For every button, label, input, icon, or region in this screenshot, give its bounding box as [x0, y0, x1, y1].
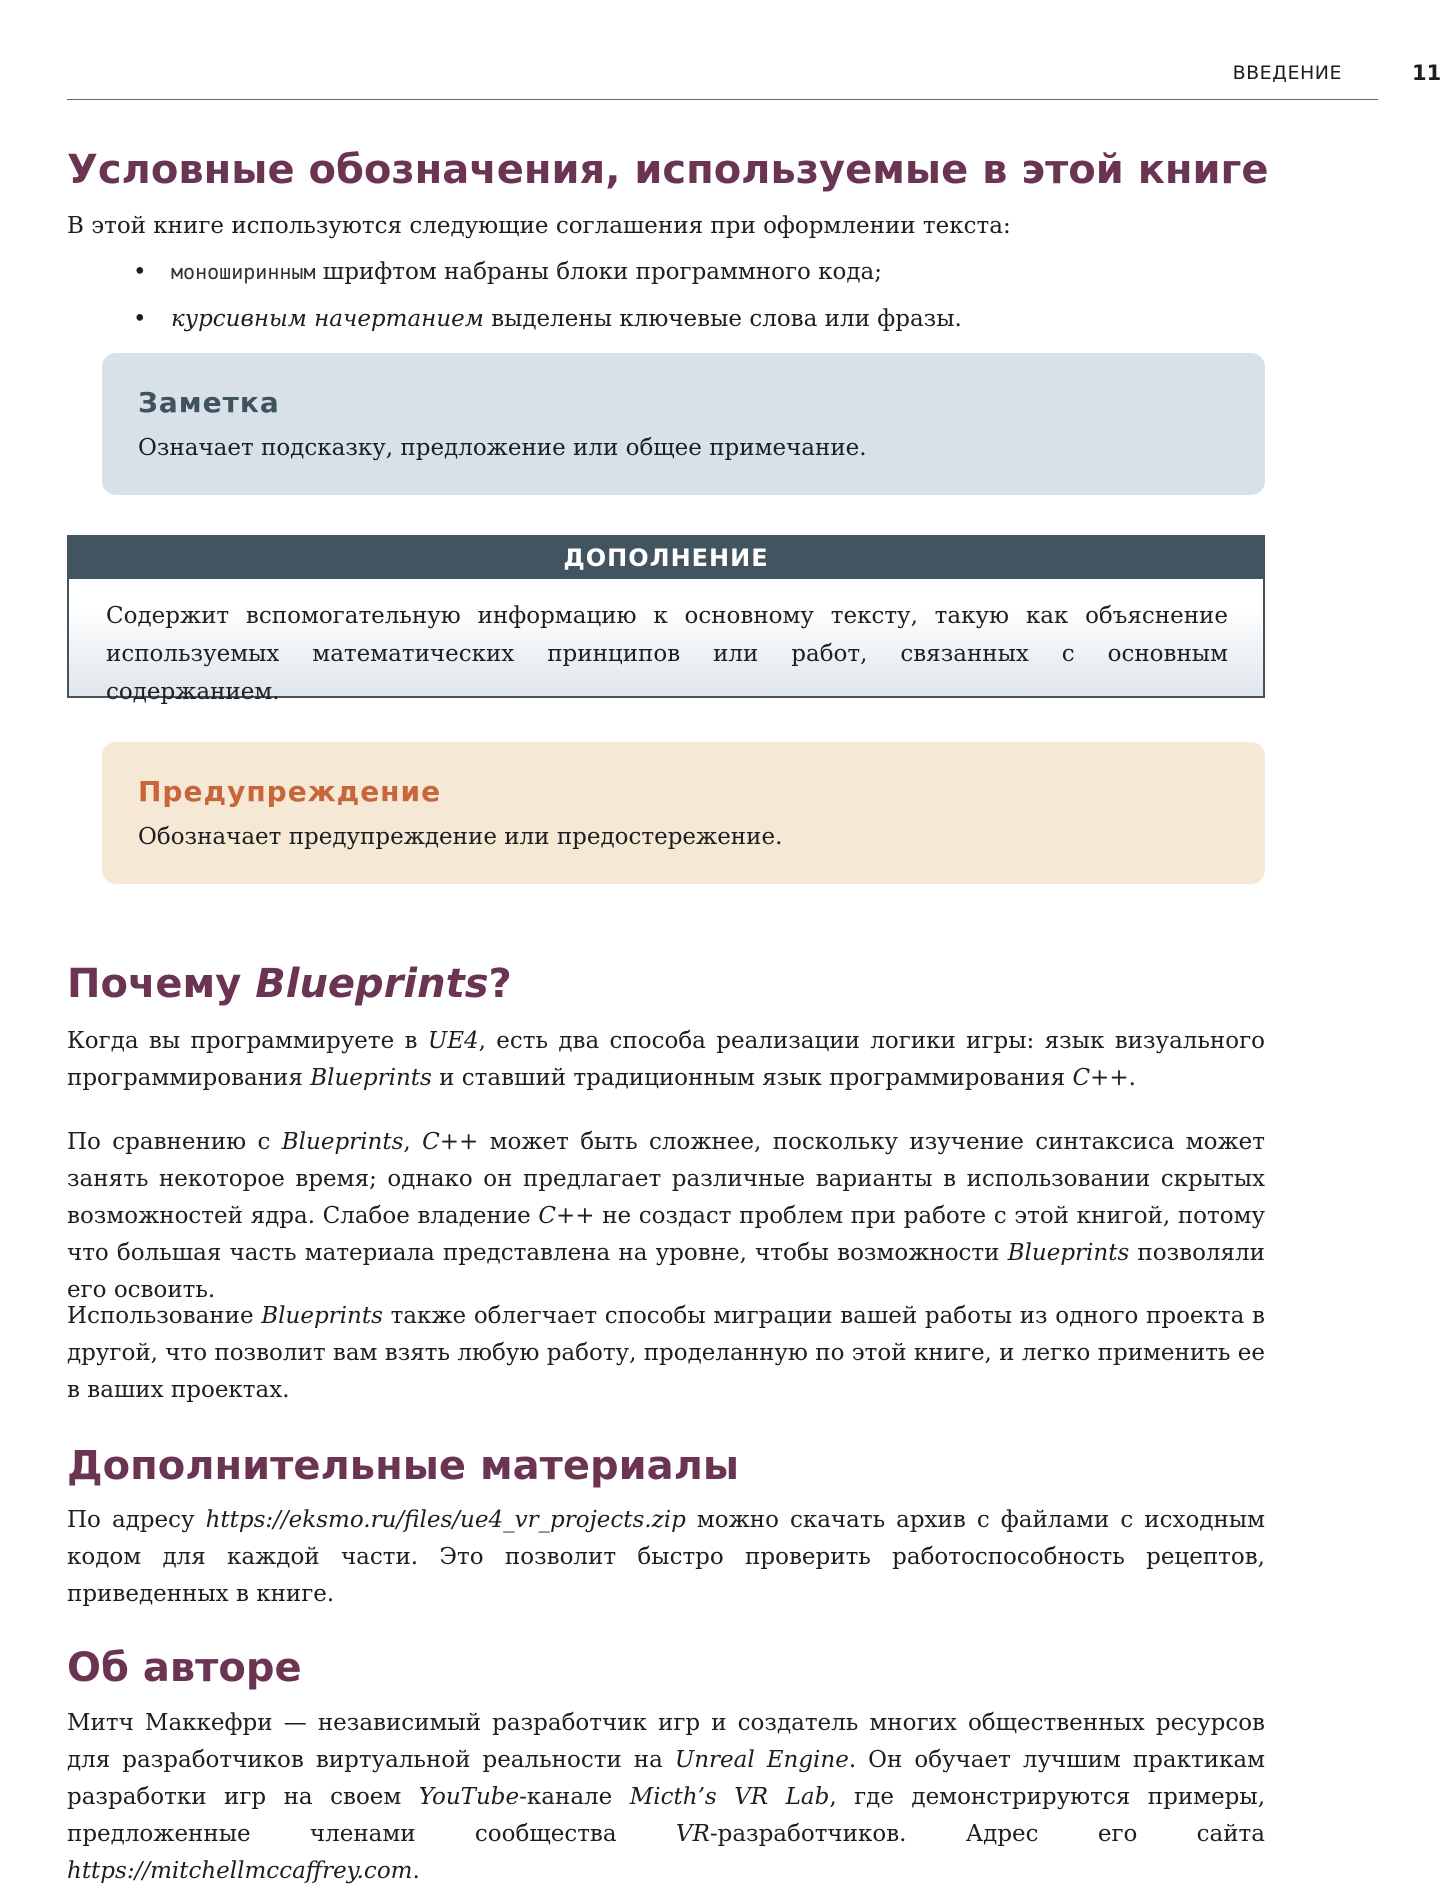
heading-why-blueprints: Почему Blueprints?: [67, 961, 512, 1007]
addition-text: Содержит вспомогательную информацию к основному тексту, такую как объяснение используемых математических принципов или работ, связанных с основным содержанием.: [106, 603, 1228, 705]
page-number: 11: [1412, 61, 1441, 85]
bullet-text: выделены ключевые слова или фразы.: [483, 306, 962, 332]
note-box: [102, 353, 1265, 495]
note-text: Означает подсказку, предложение или общее примечание.: [138, 435, 867, 461]
bullet-styled: курсивным начертанием: [171, 306, 484, 332]
heading-author: Об авторе: [67, 1645, 302, 1691]
warning-box: [102, 742, 1265, 884]
bullet-styled: моноширинным: [171, 260, 316, 284]
paragraph-why-1: Когда вы программируете в UE4, есть два способа реализации логики игры: язык визуального программирования Blueprints и ставший традиционным язык программирования C++.: [67, 1028, 1265, 1091]
note-title: Заметка: [138, 386, 280, 419]
running-header-section: ВВЕДЕНИЕ: [1232, 62, 1342, 84]
conventions-intro: В этой книге используются следующие соглашения при оформлении текста:: [67, 213, 1011, 239]
warning-text: Обозначает предупреждение или предостережение.: [138, 824, 783, 850]
author-site-link: https://mitchellmccaffrey.com: [67, 1858, 413, 1884]
bullet-marker: •: [133, 306, 147, 332]
running-header: [67, 58, 1441, 100]
heading-materials: Дополнительные материалы: [67, 1443, 740, 1489]
paragraph-why-2: По сравнению с Blueprints, C++ может быть сложнее, поскольку изучение синтаксиса может занять некоторое время; однако он предлагает различные варианты в использовании скрытых возможностей ядра. Слабое владение C++ не создаст проблем при работе с этой книгой, потому что большая часть материала представлена на уровне, чтобы возможности Blueprints позволяли его освоить.: [67, 1129, 1266, 1303]
paragraph-why-3: Использование Blueprints также облегчает способы миграции вашей работы из одного проекта в другой, что позволит вам взять любую работу, проделанную по этой книге, и легко применить ее в ваших проектах.: [67, 1303, 1265, 1403]
bullet-marker: •: [133, 259, 147, 285]
addition-box: [67, 535, 1265, 705]
heading-conventions: Условные обозначения, используемые в этой книге: [67, 147, 1269, 193]
paragraph-materials: По адресу https://eksmo.ru/files/ue4_vr_projects.zip можно скачать архив с файлами с исходным кодом для каждой части. Это позволит быстро проверить работоспособность рецептов, приведенных в книге.: [67, 1507, 1266, 1607]
warning-title: Предупреждение: [138, 775, 442, 808]
materials-link: https://eksmo.ru/files/ue4_vr_projects.zip: [205, 1507, 686, 1533]
paragraph-author: Митч Маккефри — независимый разработчик игр и создатель многих общественных ресурсов для разработчиков виртуальной реальности на Unreal Engine. Он обучает лучшим практикам разработки игр на своем YouTube-канале Micth’s VR Lab, где демонстрируются примеры, предложенные членами сообщества VR-разработчиков. Адрес его сайта https://mitchellmccaffrey.com.: [67, 1710, 1266, 1884]
bullet-text: шрифтом набраны блоки программного кода;: [315, 259, 883, 285]
addition-title: ДОПОЛНЕНИЕ: [69, 537, 1263, 579]
